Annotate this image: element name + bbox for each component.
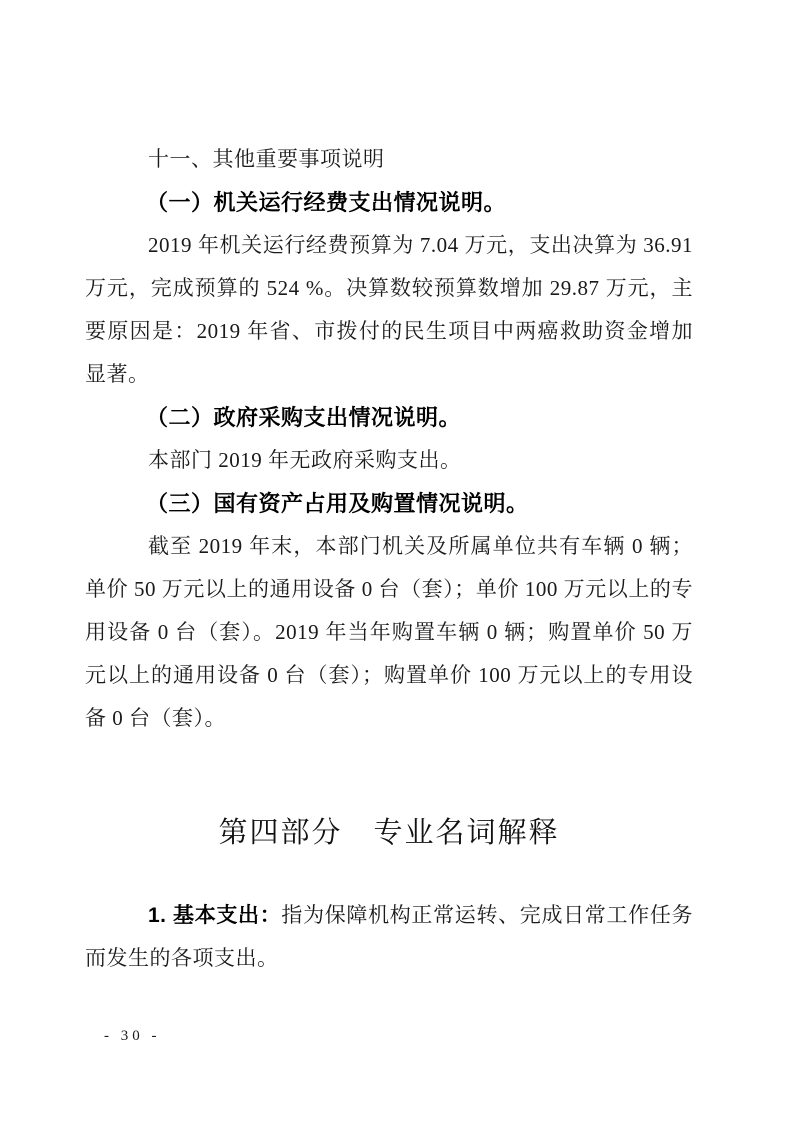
subsection-1-paragraph: 2019 年机关运行经费预算为 7.04 万元，支出决算为 36.91 万元，完成预算的 524 %。决算数较预算数增加 29.87 万元，主要原因是：2019 年省、市拨付的民生项目中两癌救助资金增加显著。 <box>85 233 693 386</box>
subsection-3-title: （三）国有资产占用及购置情况说明。 <box>146 491 529 516</box>
term-definition-1-text: 指为保障机构正常运转、完成日常工作任务而发生的各项支出。 <box>85 903 693 970</box>
term-definition-1-lead: 1. 基本支出： <box>148 904 282 927</box>
term-definition-1 <box>85 894 693 980</box>
document-content <box>85 0 693 980</box>
subsection-2-title: （二）政府采购支出情况说明。 <box>146 405 462 430</box>
subsection-3-paragraph: 截至 2019 年末，本部门机关及所属单位共有车辆 0 辆；单价 50 万元以上的通用设备 0 台（套）；单价 100 万元以上的专用设备 0 台（套）。2019 年当年购置车辆 0 辆；购置单价 50 万元以上的通用设备 0 台（套）；购置单价 100 万元以上的专用设备 0 台（套）。 <box>85 534 693 730</box>
subsection-2-paragraph: 本部门 2019 年无政府采购支出。 <box>148 448 462 472</box>
subsection-1-title: （一）机关运行经费支出情况说明。 <box>146 190 507 215</box>
part-four-title: 第四部分 专业名词解释 <box>218 817 560 849</box>
section-heading: 十一、其他重要事项说明 <box>148 147 385 171</box>
page-number: - 30 - <box>104 1028 161 1044</box>
